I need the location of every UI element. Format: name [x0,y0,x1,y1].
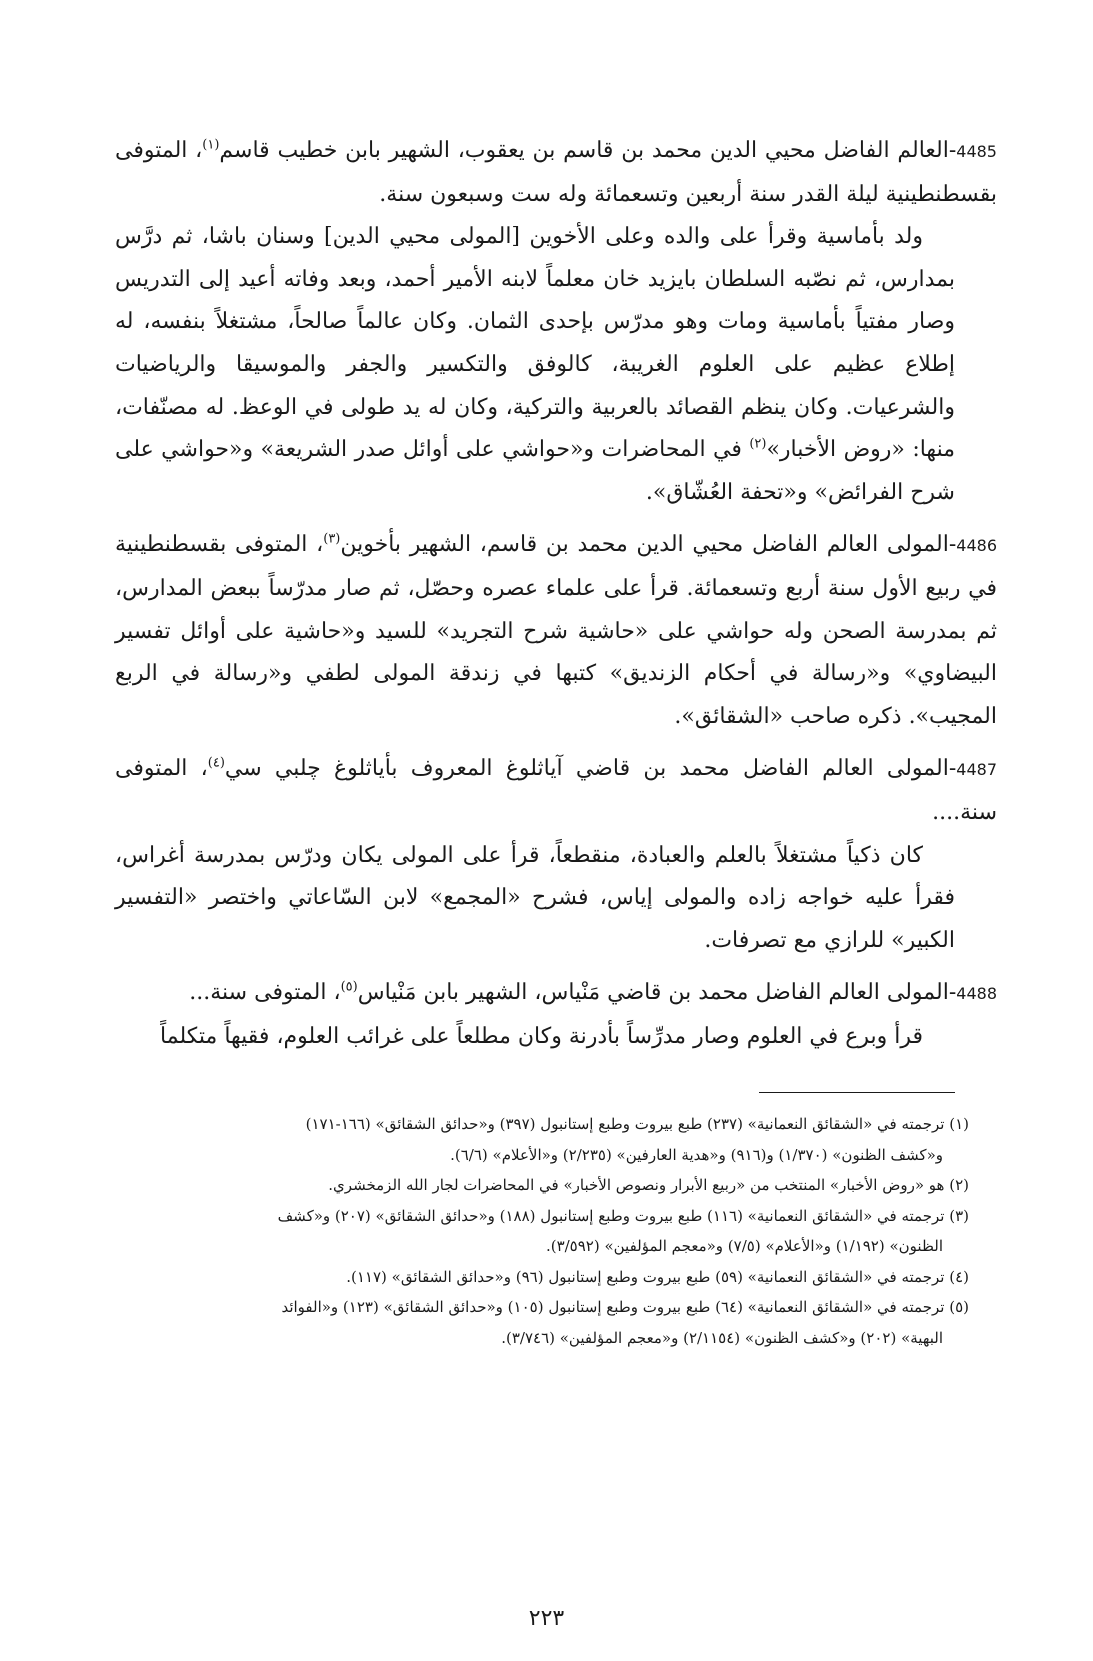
page-body [115,130,997,1353]
entry-4485-body [115,216,955,514]
entry-4485-heading: 4485-العالم الفاضل محيي الدين محمد بن قاسم بن يعقوب، الشهير بابن خطيب قاسم$^{(١)}$، المتوفى بقسطنطينية ليلة القدر سنة أربعين وتسعمائة وله ست وسبعون سنة. [115,130,997,216]
entry-4487-heading: 4487-المولى العالم الفاضل محمد بن قاضي آياثلوغ المعروف بأياثلوغ چلبي سي$^{(٤)}$، المتوفى سنة.... [115,748,997,834]
entry-4485 [115,130,997,514]
footnote-ref[interactable]: (٣) [323,532,341,548]
footnote-ref[interactable]: (٤) [207,755,225,771]
footnote-1-cont [115,1140,969,1171]
footnote-ref[interactable]: (٢) [749,436,767,452]
entry-4486 [115,524,997,738]
entry-title-tail: ، المتوفى سنة... [189,980,341,1006]
footnote-text: ترجمته في «الشقائق النعمانية» (٥٩) طبع بيروت وطبع إستانبول (٩٦) و«حدائق الشقائق» (١١٧). [346,1267,945,1286]
footnote-mark: (٣) [949,1206,969,1225]
footnote-text: ترجمته في «الشقائق النعمانية» (٢٣٧) طبع بيروت وطبع إستانبول (٣٩٧) و«حدائق الشقائق» (١٦٦-١٧١) [305,1115,945,1134]
entry-title-tail: ، المتوفى بقسطنطينية في ربيع الأول سنة أربع وتسعمائة. قرأ على علماء عصره وحصّل، ثم صار مدرّساً ببعض المدارس، ثم بمدرسة الصحن وله حواشي على «حاشية شرح التجريد» للسيد و«حاشية على أوائل تفسير البيضاوي» و«رسالة في أحكام الزنديق» كتبها في زندقة المولى لطفي و«رسالة في الربع المجيب». ذكره صاحب «الشقائق». [115,532,997,729]
entry-body-text: كان ذكياً مشتغلاً بالعلم والعبادة، منقطعاً، قرأ على المولى يكان ودرّس بمدرسة أغراس، فقرأ عليه خواجه زاده والمولى إياس، فشرح «المجمع» لابن السّاعاتي واختصر «التفسير الكبير» للرازي مع تصرفات. [115,842,955,953]
entry-4487 [115,748,997,962]
entry-number: 4488 [956,984,997,1004]
entry-4488-heading: 4488-المولى العالم الفاضل محمد بن قاضي مَنْياس، الشهير بابن مَنْياس$^{(٥)}$، المتوفى سنة... [115,972,997,1016]
footnote-text: هو «روض الأخبار» المنتخب من «ربيع الأبرار ونصوص الأخبار» في المحاضرات لجار الله الزمخشري. [328,1176,945,1195]
footnote-3-cont [115,1231,969,1262]
entry-4487-body [115,835,955,963]
footnote-1 [115,1109,969,1140]
entry-title-tail: ، المتوفى سنة.... [115,756,997,825]
footnote-mark: (٥) [949,1298,969,1317]
entry-title: المولى العالم الفاضل محيي الدين محمد بن قاسم، الشهير بأخوين [340,532,949,558]
entry-title: المولى العالم الفاضل محمد بن قاضي آياثلوغ المعروف بأياثلوغ چلبي سي [224,756,949,782]
entry-number: 4487 [956,760,997,780]
footnote-2 [115,1170,969,1201]
footnote-4 [115,1262,969,1293]
entry-title-tail: ، المتوفى بقسطنطينية ليلة القدر سنة أربعين وتسعمائة وله ست وسبعون سنة. [115,138,997,207]
footnote-ref[interactable]: (٥) [340,979,358,995]
footnote-text: البهية» (٢٠٢) و«كشف الظنون» (٢/١١٥٤) و«معجم المؤلفين» (٣/٧٤٦). [501,1328,943,1347]
entry-body-text: قرأ وبرع في العلوم وصار مدرِّساً بأدرنة وكان مطلعاً على غرائب العلوم، فقيهاً متكلماً [160,1023,923,1049]
footnote-5-cont [115,1323,969,1354]
footnote-ref[interactable]: (١) [202,137,220,153]
entry-number: 4485 [956,142,997,161]
footnote-mark: (٢) [949,1176,969,1195]
page-number: ٢٢٣ [528,1606,565,1631]
footnote-text: و«كشف الظنون» (١/٣٧٠) و(٩١٦) و«هدية العارفين» (٢/٢٣٥) و«الأعلام» (٦/٦). [450,1145,943,1164]
footnote-separator [759,1092,955,1093]
footnote-3 [115,1201,969,1232]
entry-body-text-tail: في المحاضرات و«حواشي على أوائل صدر الشريعة» و«حواشي على شرح الفرائض» و«تحفة العُشّاق». [115,437,955,505]
entry-4488-body [115,1016,955,1059]
footnote-text: الظنون» (١/١٩٢) و«الأعلام» (٧/٥) و«معجم المؤلفين» (٣/٥٩٢). [545,1237,943,1256]
entry-4488 [115,972,997,1058]
footnote-text: ترجمته في «الشقائق النعمانية» (٦٤) طبع بيروت وطبع إستانبول (١٠٥) و«حدائق الشقائق» (١٢٣) و«الفوائد [281,1298,945,1317]
footnote-mark: (١) [949,1115,969,1134]
footnote-mark: (٤) [949,1267,969,1286]
footnote-5 [115,1292,969,1323]
footnote-text: ترجمته في «الشقائق النعمانية» (١١٦) طبع بيروت وطبع إستانبول (١٨٨) و«حدائق الشقائق» (٢٠٧) و«كشف [277,1206,945,1225]
entry-number: 4486 [956,536,997,556]
entry-title: المولى العالم الفاضل محمد بن قاضي مَنْياس، الشهير بابن مَنْياس [357,980,949,1006]
entry-body-text: ولد بأماسية وقرأ على والده وعلى الأخوين [المولى محيي الدين] وسنان باشا، ثم درَّس بمدارس، ثم نصّبه السلطان بايزيد خان معلماً لابنه الأمير أحمد، وبعد وفاته أعيد إلى التدريس وصار مفتياً بأماسية ومات وهو مدرّس بإحدى الثمان. وكان عالماً صالحاً، مشتغلاً بنفسه، له إطلاع عظيم على العلوم الغريبة، كالوفق والتكسير والجفر والموسيقا والرياضيات والشرعيات. وكان ينظم القصائد بالعربية والتركية، وكان له يد طولى في الوعظ. له مصنّفات، منها: «روض الأخبار» [115,224,956,463]
entry-title: العالم الفاضل محيي الدين محمد بن قاسم بن يعقوب، الشهير بابن خطيب قاسم [219,138,949,163]
footnotes [115,1109,969,1353]
entry-4486-heading: 4486-المولى العالم الفاضل محيي الدين محمد بن قاسم، الشهير بأخوين$^{(٣)}$، المتوفى بقسطنطينية في ربيع الأول سنة أربع وتسعمائة. قرأ على علماء عصره وحصّل، ثم صار مدرّساً ببعض المدارس، ثم بمدرسة الصحن وله حواشي على «حاشية شرح التجريد» للسيد و«حاشية على أوائل تفسير البيضاوي» و«رسالة في أحكام الزنديق» كتبها في زندقة المولى لطفي و«رسالة في الربع المجيب». ذكره صاحب «الشقائق». [115,524,997,738]
